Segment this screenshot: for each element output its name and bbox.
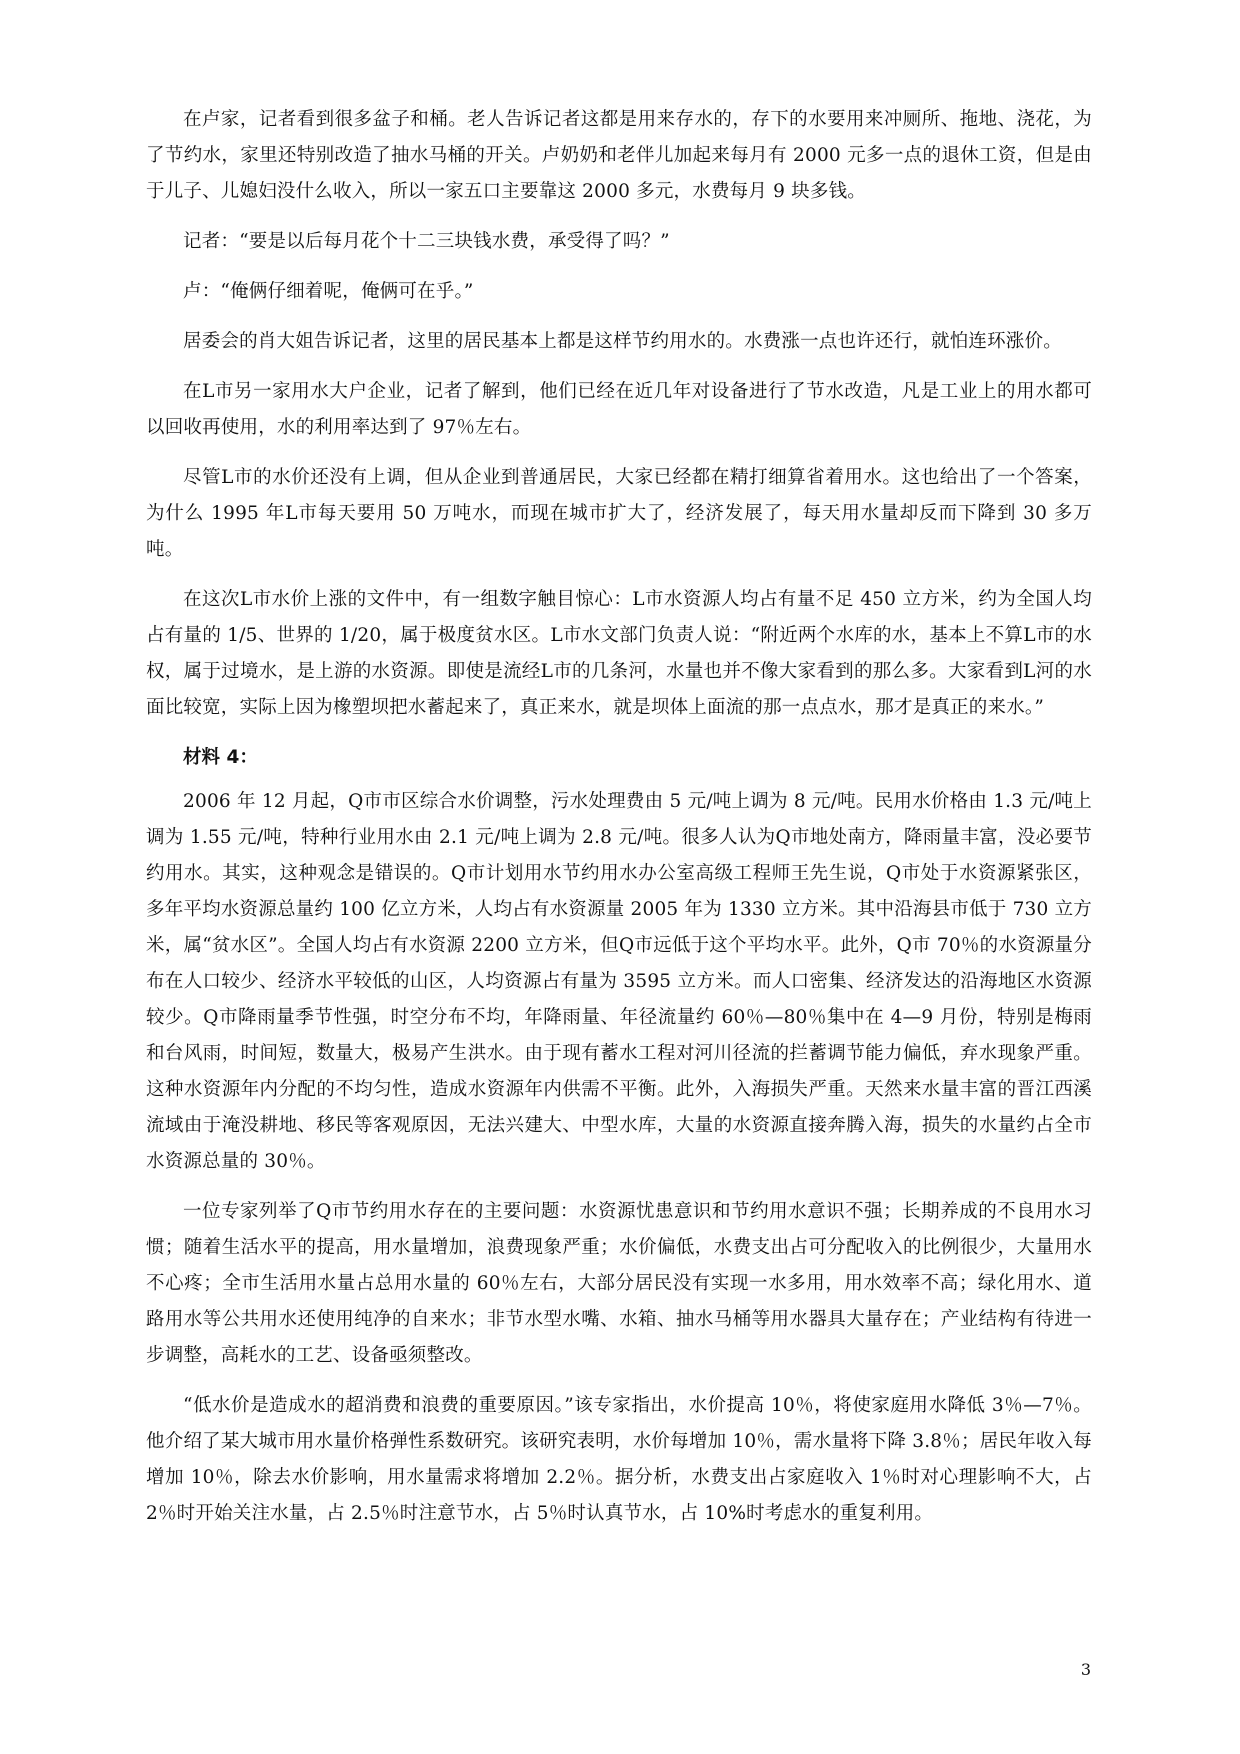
material-heading: 材料 4： (183, 747, 258, 768)
paragraph-expert-problems: 一位专家列举了Q市节约用水存在的主要问题：水资源忧患意识和节约用水意识不强；长期养成的不良用水习惯；随着生活水平的提高，用水量增加，浪费现象严重；水价偏低，水费支出占可分配收入的比例很少，大量用水不心疼；全市生活用水量占总用水量的 60％左右，大部分居民没有实现一水多用，用水效率不高；绿化用水、道路用水等公共用水还使用纯净的自来水；非节水型水嘴、水箱、抽水马桶等用水器具大量存在；产业结构有待进一步调整，高耗水的工艺、设备亟须整改。 (146, 1201, 1092, 1366)
paragraph-price-elasticity: “低水价是造成水的超消费和浪费的重要原因。”该专家指出，水价提高 10％，将使家庭用水降低 3％—7％。他介绍了某大城市用水量价格弹性系数研究。该研究表明，水价每增加 10％，需水量将下降 3.8％；居民年收入每增加 10％，除去水价影响，用水量需求将增加 2.2％。据分析，水费支出占家庭收入 1％时对心理影响不大，占 2％时开始关注水量，占 2.5％时注意节水，占 5％时认真节水，占 10%时考虑水的重复利用。 (146, 1395, 1092, 1524)
paragraph-q-city-price: 2006 年 12 月起，Q市市区综合水价调整，污水处理费由 5 元/吨上调为 8 元/吨。民用水价格由 1.3 元/吨上调为 1.55 元/吨，特种行业用水由 2.1 元/吨上调为 2.8 元/吨。很多人认为Q市地处南方，降雨量丰富，没必要节约用水。其实，这种观念是错误的。Q市计划用水节约用水办公室高级工程师王先生说，Q市处于水资源紧张区，多年平均水资源总量约 100 亿立方米，人均占有水资源量 2005 年为 1330 立方米。其中沿海县市低于 730 立方米，属“贫水区”。全国人均占有水资源 2200 立方米，但Q市远低于这个平均水平。此外，Q市 70％的水资源量分布在人口较少、经济水平较低的山区，人均资源占有量为 3595 立方米。而人口密集、经济发达的沿海地区水资源较少。Q市降雨量季节性强，时空分布不均，年降雨量、年径流量约 60％—80％集中在 4—9 月份，特别是梅雨和台风雨，时间短，数量大，极易产生洪水。由于现有蓄水工程对河川径流的拦蓄调节能力偏低，弃水现象严重。这种水资源年内分配的不均匀性，造成水资源年内供需不平衡。此外，入海损失严重。天然来水量丰富的晋江西溪流域由于淹没耕地、移民等客观原因，无法兴建大、中型水库，大量的水资源直接奔腾入海，损失的水量约占全市水资源总量的 30％。 (146, 791, 1092, 1172)
paragraph-lu-answer: 卢：“俺俩仔细着呢，俺俩可在乎。” (183, 281, 474, 302)
document-body (146, 102, 1092, 1546)
paragraph-lu-family: 在卢家，记者看到很多盆子和桶。老人告诉记者这都是用来存水的，存下的水要用来冲厕所、拖地、浇花，为了节约水，家里还特别改造了抽水马桶的开关。卢奶奶和老伴儿加起来每月有 2000 元多一点的退休工资，但是由于儿子、儿媳妇没什么收入，所以一家五口主要靠这 2000 多元，水费每月 9 块多钱。 (146, 109, 1092, 202)
paragraph-committee: 居委会的肖大姐告诉记者，这里的居民基本上都是这样节约用水的。水费涨一点也许还行，就怕连环涨价。 (183, 331, 1062, 352)
paragraph-reporter-question: 记者：“要是以后每月花个十二三块钱水费，承受得了吗？” (183, 231, 670, 252)
page-number: 3 (1080, 1660, 1091, 1679)
paragraph-water-resources: 在这次L市水价上涨的文件中，有一组数字触目惊心：L市水资源人均占有量不足 450 立方米，约为全国人均占有量的 1/5、世界的 1/20，属于极度贫水区。L市水文部门负责人说：“附近两个水库的水，基本上不算L市的水权，属于过境水，是上游的水资源。即使是流经L市的几条河，水量也并不像大家看到的那么多。大家看到L河的水面比较宽，实际上因为橡塑坝把水蓄起来了，真正来水，就是坝体上面流的那一点点水，那才是真正的来水。” (146, 589, 1092, 718)
paragraph-enterprise: 在L市另一家用水大户企业，记者了解到，他们已经在近几年对设备进行了节水改造，凡是工业上的用水都可以回收再使用，水的利用率达到了 97％左右。 (146, 381, 1092, 438)
paragraph-water-saving: 尽管L市的水价还没有上调，但从企业到普通居民，大家已经都在精打细算省着用水。这也给出了一个答案，为什么 1995 年L市每天要用 50 万吨水，而现在城市扩大了，经济发展了，每天用水量却反而下降到 30 多万吨。 (146, 467, 1092, 560)
